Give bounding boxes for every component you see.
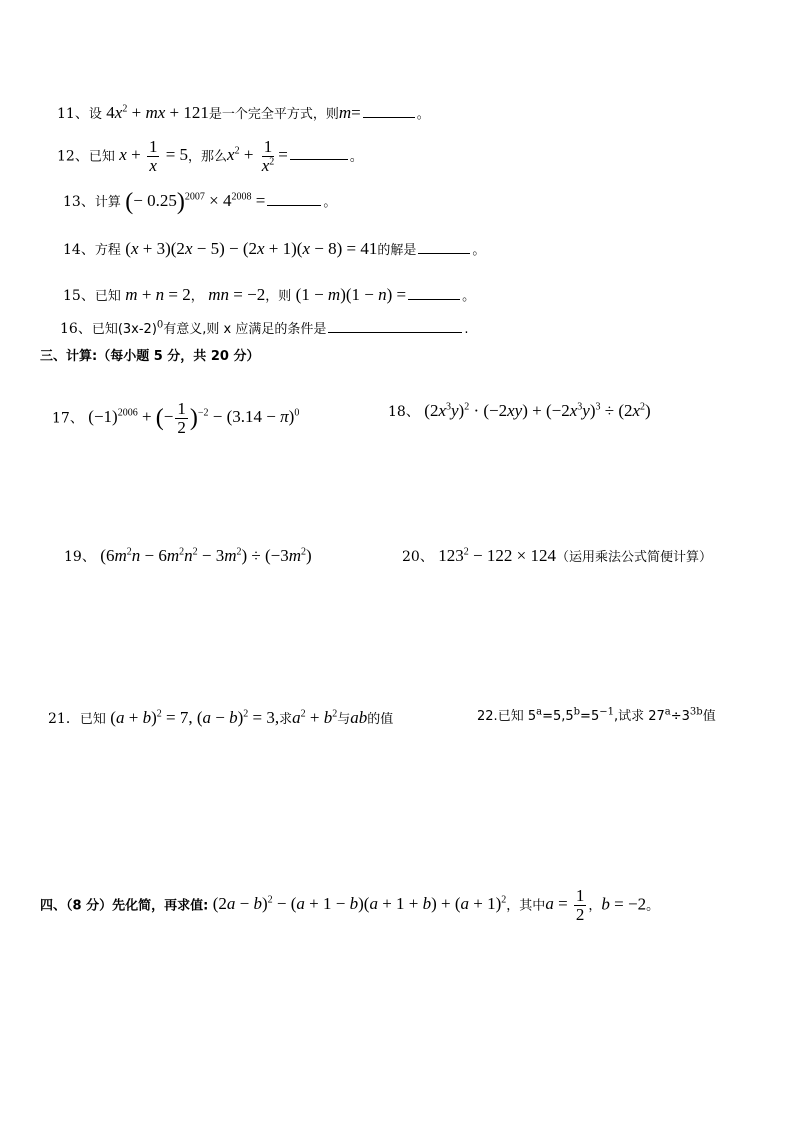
section-3-heading: 三、计算:（每小题 5 分，共 20 分） — [40, 349, 260, 364]
answer-blank[interactable] — [418, 252, 470, 254]
expression: $4x^2$ + mx + 121 — [106, 103, 209, 122]
hint: （运用乘法公式简便计算） — [555, 550, 712, 565]
problem-18 — [388, 402, 651, 419]
section-4-problem: 四、（8 分）先化简，再求值: $(2a - b)^2 - (a + 1 - b)(a + 1 + b) + (a + 1)^2$，其中a = $\frac{1}{2}$ ，b = −2。 — [40, 886, 660, 924]
expression: $(a + b)^2 = 7$, $(a - b)^2 = 3$, — [110, 708, 280, 727]
problem-14: 14、方程 (x + 3)(2x − 5) − (2x + 1)(x − 8) = 41的解是 。 — [63, 239, 486, 258]
expression: b = −2 — [601, 894, 647, 914]
expression: ab — [350, 708, 368, 727]
problem-number: 14、 — [63, 242, 95, 258]
problem-16: 16、已知$(3x-2)^0$有意义,则 x 应满足的条件是 . — [60, 319, 469, 337]
answer-blank[interactable] — [328, 331, 462, 333]
problem-number: 18、 — [388, 404, 420, 420]
expression: $x^2$ + $\frac{1}{x^2}$ = — [227, 137, 288, 175]
expression: (1 − m)(1 − n) = — [295, 285, 407, 304]
expression: m + n = 2 — [125, 285, 191, 304]
expression: $(2a - b)^2 - (a + 1 - b)(a + 1 + b) + (a + 1)^2$ — [212, 894, 507, 914]
problem-number: 21． — [48, 711, 80, 727]
expression: x + $\frac{1}{x}$ = 5 — [119, 137, 189, 175]
problem-12: 12、已知 x + $\frac{1}{x}$ = 5，那么$x^2$ + $\frac{1}{x^2}$ = 。 — [57, 137, 363, 175]
problem-20 — [402, 547, 712, 564]
problem-number: 16、 — [60, 321, 92, 337]
expression: a = $\frac{1}{2}$ — [545, 886, 585, 924]
problem-19 — [64, 547, 312, 564]
problem-number: 20、 — [402, 549, 434, 565]
expression: $(6m^2n - 6m^2n^2 - 3m^2) \div (-3m^2)$ — [100, 546, 312, 565]
expression: $a^2 + b^2$ — [292, 708, 338, 727]
section-4-heading: 四、（8 分）先化简，再求值: — [40, 898, 209, 914]
answer-blank[interactable] — [290, 158, 348, 160]
expression: (− $0.25)^{2007} \times 4^{2008}$ = — [125, 189, 266, 216]
answer-blank[interactable] — [267, 204, 321, 206]
problem-number: 12、 — [57, 148, 89, 165]
problem-number: 19、 — [64, 549, 96, 565]
answer-blank[interactable] — [408, 298, 460, 300]
expression: $123^2 - 122 \times 124$ — [438, 546, 556, 565]
problem-22: 22.已知 $5^a=5,5^b=5^{-1}$,试求 $27^a\div 3^{3b}$值 — [477, 706, 716, 724]
problem-number: 22. — [477, 709, 498, 724]
problem-13: 13、计算 (− $0.25)^{2007} \times 4^{2008}$ = 。 — [63, 189, 337, 216]
expression: $(2x^3y)^2 \cdot (-2xy) + (-2x^3y)^3 \div (2x^2)$ — [424, 401, 651, 420]
expression: mn = −2 — [208, 285, 266, 304]
problem-15: 15、已知 m + n = 2， mn = −2，则 (1 − m)(1 − n) = 。 — [63, 285, 476, 304]
problem-number: 15、 — [63, 288, 95, 304]
problem-number: 13、 — [63, 194, 95, 210]
problem-21: 21．已知 $(a + b)^2 = 7$, $(a - b)^2 = 3$,求$a^2 + b^2$与ab的值 — [48, 708, 394, 727]
problem-11: 11、设 $4x^2$ + mx + 121是一个完全平方式，则m= 。 — [57, 103, 430, 122]
answer-blank[interactable] — [363, 116, 415, 118]
expression: $(-1)^{2006}$ + (− $\frac{1}{2}$ )$^{-2} - (3.14 - \pi)^0$ — [88, 399, 300, 437]
problem-number: 11、 — [57, 106, 89, 122]
problem-17 — [52, 400, 299, 437]
expression: (x + 3)(2x − 5) − (2x + 1)(x − 8) = 41 — [125, 239, 378, 258]
problem-number: 17、 — [52, 410, 84, 427]
